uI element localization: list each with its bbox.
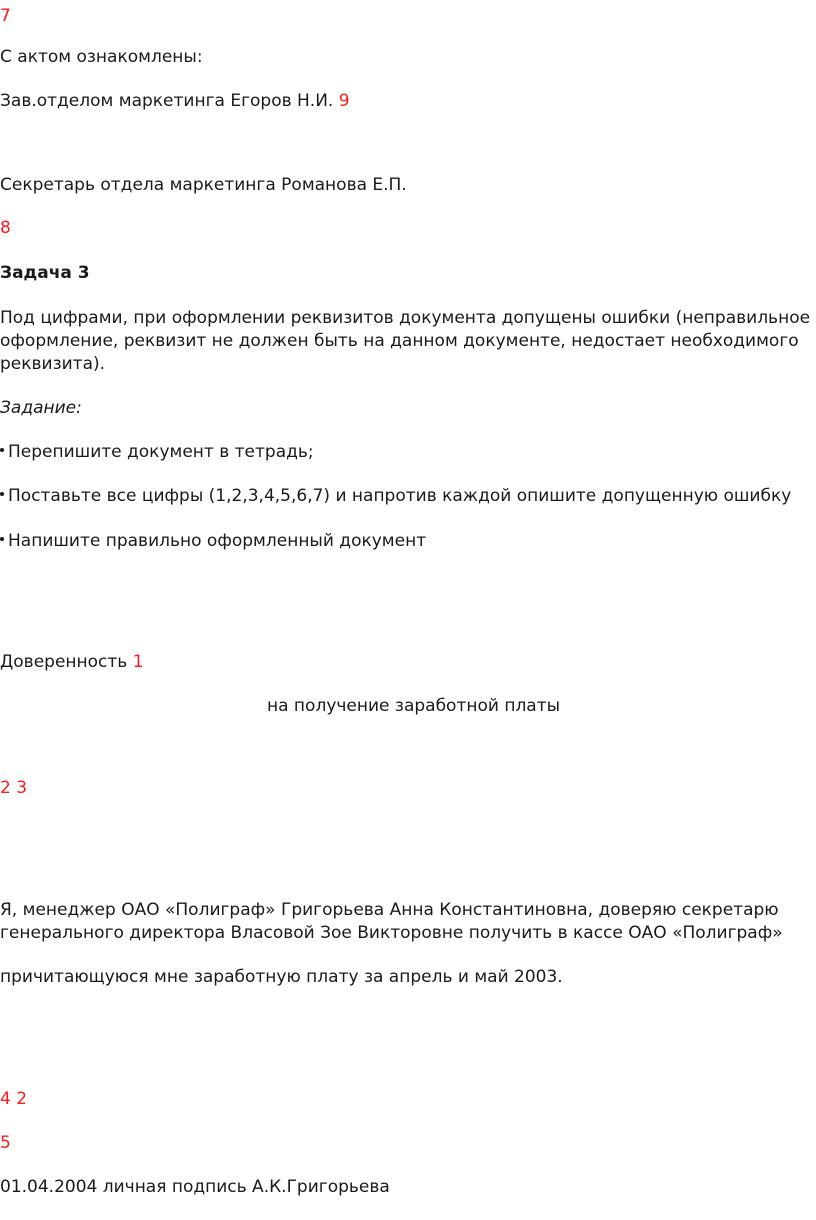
bullet-item bbox=[0, 440, 314, 464]
bullet-text: Напишите правильно оформленный документ bbox=[8, 531, 427, 551]
marker-5: 5 bbox=[0, 1133, 11, 1153]
marker-1: 1 bbox=[132, 652, 144, 672]
bullet-icon bbox=[0, 492, 4, 496]
marker-2-3: 2 3 bbox=[0, 778, 28, 798]
marker-8: 8 bbox=[0, 218, 11, 238]
marker-7: 7 bbox=[0, 6, 11, 26]
secretary-marketing-line: Секретарь отдела маркетинга Романова Е.П. bbox=[0, 175, 407, 195]
signature-line: 01.04.2004 личная подпись А.К.Григорьева bbox=[0, 1177, 390, 1197]
power-of-attorney-subtitle: на получение заработной платы bbox=[267, 696, 561, 716]
task-text-line-3: реквизита). bbox=[0, 354, 106, 374]
familiarized-heading: С актом ознакомлены: bbox=[0, 47, 203, 67]
power-of-attorney-title: Доверенность bbox=[0, 652, 128, 672]
task-text-line-2: оформление, реквизит не должен быть на данном документе, недостает необходимого bbox=[0, 331, 799, 351]
marker-4-2: 4 2 bbox=[0, 1089, 28, 1109]
body-line-3: причитающуюся мне заработную плату за апрель и май 2003. bbox=[0, 967, 563, 987]
bullet-item bbox=[0, 484, 791, 508]
power-of-attorney-title-line bbox=[0, 650, 144, 674]
bullet-icon bbox=[0, 448, 4, 452]
bullet-text: Перепишите документ в тетрадь; bbox=[8, 442, 314, 462]
task-title: Задача 3 bbox=[0, 263, 90, 283]
head-marketing-text: Зав.отделом маркетинга Егоров Н.И. bbox=[0, 91, 334, 111]
marker-9: 9 bbox=[338, 91, 350, 111]
head-marketing-line bbox=[0, 89, 350, 113]
body-line-2: генерального директора Власовой Зое Викторовне получить в кассе ОАО «Полиграф» bbox=[0, 923, 783, 943]
assignment-label: Задание: bbox=[0, 398, 82, 418]
bullet-item bbox=[0, 529, 426, 553]
bullet-text: Поставьте все цифры (1,2,3,4,5,6,7) и напротив каждой опишите допущенную ошибку bbox=[8, 486, 792, 506]
body-line-1: Я, менеджер ОАО «Полиграф» Григорьева Анна Константиновна, доверяю секретарю bbox=[0, 900, 779, 920]
task-text-line-1: Под цифрами, при оформлении реквизитов документа допущены ошибки (неправильное bbox=[0, 308, 811, 328]
bullet-icon bbox=[0, 537, 4, 541]
